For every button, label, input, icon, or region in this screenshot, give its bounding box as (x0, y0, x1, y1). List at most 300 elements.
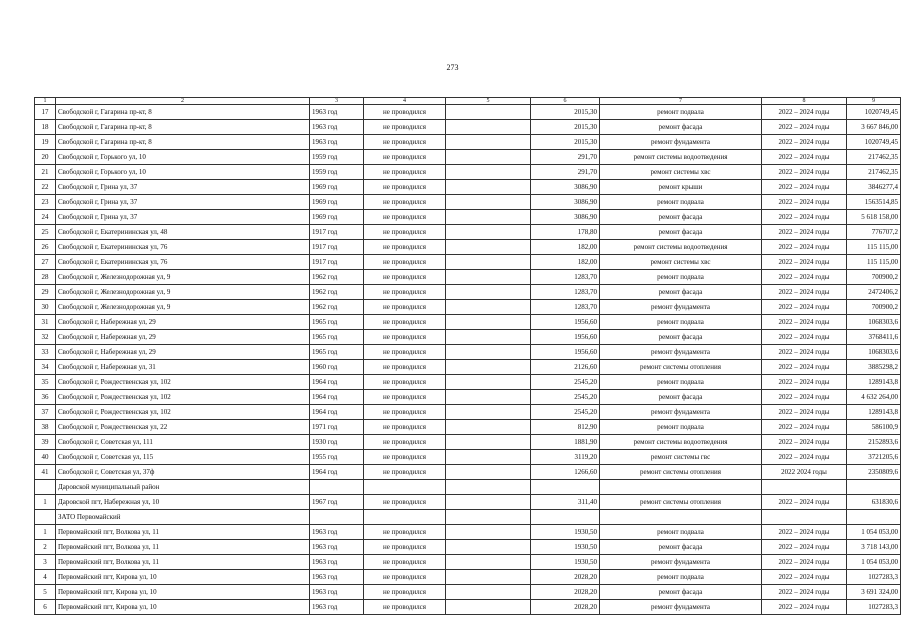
row-number: 3 (35, 555, 56, 570)
year-cell: 1964 год (310, 390, 364, 405)
col5-cell (446, 420, 531, 435)
section-empty-cell (600, 480, 762, 495)
last-repair-cell: не проводился (364, 270, 446, 285)
year-cell: 1965 год (310, 345, 364, 360)
last-repair-cell: не проводился (364, 165, 446, 180)
area-cell: 1930,50 (531, 525, 600, 540)
address-cell: Свободской г, Рождественская ул, 102 (56, 405, 310, 420)
period-cell: 2022 – 2024 годы (762, 270, 847, 285)
address-cell: Свободской г, Горького ул, 10 (56, 150, 310, 165)
address-cell: Первомайский пгт, Кирова ул, 10 (56, 570, 310, 585)
section-empty-cell (310, 480, 364, 495)
section-empty-cell (446, 480, 531, 495)
area-cell: 1956,60 (531, 345, 600, 360)
address-cell: Свободской г, Гагарина пр-кт, 8 (56, 120, 310, 135)
area-cell: 812,90 (531, 420, 600, 435)
table-row (35, 525, 901, 540)
col-header: 3 (310, 98, 364, 105)
address-cell: Свободской г, Гагарина пр-кт, 8 (56, 105, 310, 120)
section-empty-cell (364, 480, 446, 495)
row-number: 36 (35, 390, 56, 405)
col5-cell (446, 135, 531, 150)
table-row (35, 555, 901, 570)
row-number: 38 (35, 420, 56, 435)
last-repair-cell: не проводился (364, 210, 446, 225)
table-row (35, 345, 901, 360)
last-repair-cell: не проводился (364, 195, 446, 210)
section-empty-cell (310, 510, 364, 525)
year-cell: 1964 год (310, 465, 364, 480)
section-empty-cell (600, 510, 762, 525)
area-cell: 2028,20 (531, 570, 600, 585)
area-cell: 1956,60 (531, 315, 600, 330)
col5-cell (446, 210, 531, 225)
col-header: 9 (847, 98, 901, 105)
period-cell: 2022 – 2024 годы (762, 555, 847, 570)
year-cell: 1917 год (310, 240, 364, 255)
period-cell: 2022 – 2024 годы (762, 240, 847, 255)
table-row (35, 315, 901, 330)
last-repair-cell: не проводился (364, 240, 446, 255)
cost-cell: 3846277,4 (847, 180, 901, 195)
area-cell: 2028,20 (531, 585, 600, 600)
work-type-cell: ремонт фундамента (600, 345, 762, 360)
table-row (35, 180, 901, 195)
year-cell: 1965 год (310, 330, 364, 345)
period-cell: 2022 – 2024 годы (762, 525, 847, 540)
address-cell: Первомайский пгт, Волкова ул, 11 (56, 540, 310, 555)
work-type-cell: ремонт системы водоотведения (600, 240, 762, 255)
cost-cell: 1068303,6 (847, 315, 901, 330)
table-row (35, 495, 901, 510)
section-number-cell (35, 510, 56, 525)
last-repair-cell: не проводился (364, 600, 446, 615)
row-number: 27 (35, 255, 56, 270)
last-repair-cell: не проводился (364, 315, 446, 330)
work-type-cell: ремонт фундамента (600, 555, 762, 570)
period-cell: 2022 – 2024 годы (762, 450, 847, 465)
last-repair-cell: не проводился (364, 465, 446, 480)
work-type-cell: ремонт системы хвс (600, 165, 762, 180)
col5-cell (446, 165, 531, 180)
cost-cell: 3 667 846,00 (847, 120, 901, 135)
row-number: 35 (35, 375, 56, 390)
row-number: 18 (35, 120, 56, 135)
period-cell: 2022 – 2024 годы (762, 135, 847, 150)
col-header: 2 (56, 98, 310, 105)
col5-cell (446, 240, 531, 255)
row-number: 37 (35, 405, 56, 420)
work-type-cell: ремонт фасада (600, 390, 762, 405)
period-cell: 2022 – 2024 годы (762, 600, 847, 615)
col-header: 7 (600, 98, 762, 105)
address-cell: Свободской г, Набережная ул, 29 (56, 345, 310, 360)
cost-cell: 217462,35 (847, 150, 901, 165)
col5-cell (446, 180, 531, 195)
area-cell: 3086,90 (531, 180, 600, 195)
year-cell: 1962 год (310, 285, 364, 300)
last-repair-cell: не проводился (364, 540, 446, 555)
row-number: 22 (35, 180, 56, 195)
work-type-cell: ремонт подвала (600, 315, 762, 330)
col5-cell (446, 360, 531, 375)
work-type-cell: ремонт подвала (600, 270, 762, 285)
row-number: 1 (35, 525, 56, 540)
work-type-cell: ремонт системы водоотведения (600, 150, 762, 165)
cost-cell: 3768411,6 (847, 330, 901, 345)
area-cell: 1956,60 (531, 330, 600, 345)
address-cell: Свободской г, Советская ул, 115 (56, 450, 310, 465)
col5-cell (446, 525, 531, 540)
area-cell: 182,00 (531, 240, 600, 255)
year-cell: 1967 год (310, 495, 364, 510)
period-cell: 2022 – 2024 годы (762, 330, 847, 345)
col5-cell (446, 375, 531, 390)
cost-cell: 776707,2 (847, 225, 901, 240)
period-cell: 2022 – 2024 годы (762, 180, 847, 195)
row-number: 19 (35, 135, 56, 150)
cost-cell: 1289143,8 (847, 405, 901, 420)
row-number: 41 (35, 465, 56, 480)
table-row (35, 240, 901, 255)
table-row (35, 270, 901, 285)
area-cell: 2545,20 (531, 390, 600, 405)
work-type-cell: ремонт фасада (600, 225, 762, 240)
cost-cell: 5 618 158,00 (847, 210, 901, 225)
address-cell: Свободской г, Екатерининская ул, 48 (56, 225, 310, 240)
area-cell: 3119,20 (531, 450, 600, 465)
address-cell: Свободской г, Набережная ул, 31 (56, 360, 310, 375)
cost-cell: 2350809,6 (847, 465, 901, 480)
row-number: 28 (35, 270, 56, 285)
last-repair-cell: не проводился (364, 375, 446, 390)
work-type-cell: ремонт системы отопления (600, 360, 762, 375)
col5-cell (446, 255, 531, 270)
col-header: 1 (35, 98, 56, 105)
area-cell: 1283,70 (531, 285, 600, 300)
period-cell: 2022 2024 годы (762, 465, 847, 480)
cost-cell: 1027283,3 (847, 570, 901, 585)
row-number: 1 (35, 495, 56, 510)
col-header: 5 (446, 98, 531, 105)
work-type-cell: ремонт фасада (600, 285, 762, 300)
address-cell: Свободской г, Советская ул, 37ф (56, 465, 310, 480)
year-cell: 1969 год (310, 195, 364, 210)
year-cell: 1964 год (310, 405, 364, 420)
area-cell: 2545,20 (531, 405, 600, 420)
cost-cell: 1020749,45 (847, 105, 901, 120)
last-repair-cell: не проводился (364, 105, 446, 120)
area-cell: 291,70 (531, 165, 600, 180)
table-row (35, 450, 901, 465)
period-cell: 2022 – 2024 годы (762, 150, 847, 165)
col5-cell (446, 195, 531, 210)
work-type-cell: ремонт крыши (600, 180, 762, 195)
cost-cell: 115 115,00 (847, 255, 901, 270)
address-cell: Свободской г, Гагарина пр-кт, 8 (56, 135, 310, 150)
year-cell: 1959 год (310, 165, 364, 180)
col5-cell (446, 600, 531, 615)
area-cell: 1283,70 (531, 270, 600, 285)
last-repair-cell: не проводился (364, 585, 446, 600)
year-cell: 1955 год (310, 450, 364, 465)
col5-cell (446, 225, 531, 240)
row-number: 30 (35, 300, 56, 315)
cost-cell: 3721205,6 (847, 450, 901, 465)
address-cell: Свободской г, Грина ул, 37 (56, 195, 310, 210)
last-repair-cell: не проводился (364, 525, 446, 540)
table-row (35, 150, 901, 165)
year-cell: 1963 год (310, 135, 364, 150)
section-row (35, 510, 901, 525)
col5-cell (446, 450, 531, 465)
cost-cell: 3 691 324,00 (847, 585, 901, 600)
year-cell: 1963 год (310, 585, 364, 600)
year-cell: 1959 год (310, 150, 364, 165)
col5-cell (446, 285, 531, 300)
address-cell: Свободской г, Набережная ул, 29 (56, 315, 310, 330)
cost-cell: 700900,2 (847, 270, 901, 285)
area-cell: 2015,30 (531, 135, 600, 150)
last-repair-cell: не проводился (364, 300, 446, 315)
year-cell: 1963 год (310, 105, 364, 120)
area-cell: 311,40 (531, 495, 600, 510)
area-cell: 2028,20 (531, 600, 600, 615)
last-repair-cell: не проводился (364, 555, 446, 570)
year-cell: 1962 год (310, 300, 364, 315)
table-row (35, 165, 901, 180)
section-number-cell (35, 480, 56, 495)
table-row (35, 390, 901, 405)
period-cell: 2022 – 2024 годы (762, 165, 847, 180)
address-cell: Свободской г, Рождественская ул, 102 (56, 375, 310, 390)
cost-cell: 1 054 053,00 (847, 555, 901, 570)
address-cell: Свободской г, Железнодорожная ул, 9 (56, 300, 310, 315)
period-cell: 2022 – 2024 годы (762, 360, 847, 375)
col5-cell (446, 465, 531, 480)
period-cell: 2022 – 2024 годы (762, 315, 847, 330)
row-number: 2 (35, 540, 56, 555)
col5-cell (446, 435, 531, 450)
area-cell: 3086,90 (531, 195, 600, 210)
col5-cell (446, 540, 531, 555)
area-cell: 2015,30 (531, 120, 600, 135)
period-cell: 2022 – 2024 годы (762, 570, 847, 585)
row-number: 29 (35, 285, 56, 300)
row-number: 6 (35, 600, 56, 615)
year-cell: 1917 год (310, 225, 364, 240)
work-type-cell: ремонт подвала (600, 375, 762, 390)
table-row (35, 405, 901, 420)
table-row (35, 435, 901, 450)
last-repair-cell: не проводился (364, 225, 446, 240)
col5-cell (446, 105, 531, 120)
area-cell: 2545,20 (531, 375, 600, 390)
row-number: 21 (35, 165, 56, 180)
last-repair-cell: не проводился (364, 255, 446, 270)
last-repair-cell: не проводился (364, 120, 446, 135)
work-type-cell: ремонт фасада (600, 585, 762, 600)
col5-cell (446, 300, 531, 315)
row-number: 23 (35, 195, 56, 210)
work-type-cell: ремонт системы отопления (600, 465, 762, 480)
last-repair-cell: не проводился (364, 150, 446, 165)
last-repair-cell: не проводился (364, 360, 446, 375)
table-row (35, 210, 901, 225)
last-repair-cell: не проводился (364, 285, 446, 300)
cost-cell: 1068303,6 (847, 345, 901, 360)
last-repair-cell: не проводился (364, 330, 446, 345)
row-number: 20 (35, 150, 56, 165)
cost-cell: 3885298,2 (847, 360, 901, 375)
year-cell: 1969 год (310, 210, 364, 225)
work-type-cell: ремонт фасада (600, 210, 762, 225)
year-cell: 1930 год (310, 435, 364, 450)
row-number: 4 (35, 570, 56, 585)
year-cell: 1963 год (310, 525, 364, 540)
year-cell: 1963 год (310, 540, 364, 555)
work-type-cell: ремонт системы гвс (600, 450, 762, 465)
work-type-cell: ремонт фасада (600, 120, 762, 135)
table-row (35, 300, 901, 315)
year-cell: 1965 год (310, 315, 364, 330)
work-type-cell: ремонт подвала (600, 570, 762, 585)
period-cell: 2022 – 2024 годы (762, 285, 847, 300)
area-cell: 1283,70 (531, 300, 600, 315)
table-row (35, 540, 901, 555)
cost-cell: 700900,2 (847, 300, 901, 315)
section-row (35, 480, 901, 495)
last-repair-cell: не проводился (364, 570, 446, 585)
area-cell: 2126,60 (531, 360, 600, 375)
last-repair-cell: не проводился (364, 435, 446, 450)
row-number: 32 (35, 330, 56, 345)
col5-cell (446, 570, 531, 585)
row-number: 31 (35, 315, 56, 330)
section-empty-cell (762, 510, 847, 525)
row-number: 26 (35, 240, 56, 255)
last-repair-cell: не проводился (364, 390, 446, 405)
table-row (35, 135, 901, 150)
last-repair-cell: не проводился (364, 495, 446, 510)
work-type-cell: ремонт подвала (600, 420, 762, 435)
address-cell: Свободской г, Советская ул, 111 (56, 435, 310, 450)
period-cell: 2022 – 2024 годы (762, 495, 847, 510)
period-cell: 2022 – 2024 годы (762, 435, 847, 450)
table-row (35, 225, 901, 240)
period-cell: 2022 – 2024 годы (762, 345, 847, 360)
year-cell: 1963 год (310, 555, 364, 570)
col5-cell (446, 495, 531, 510)
address-cell: Свободской г, Железнодорожная ул, 9 (56, 270, 310, 285)
period-cell: 2022 – 2024 годы (762, 540, 847, 555)
cost-cell: 631830,6 (847, 495, 901, 510)
work-type-cell: ремонт подвала (600, 195, 762, 210)
col5-cell (446, 330, 531, 345)
year-cell: 1960 год (310, 360, 364, 375)
period-cell: 2022 – 2024 годы (762, 420, 847, 435)
row-number: 34 (35, 360, 56, 375)
year-cell: 1963 год (310, 600, 364, 615)
table-row (35, 585, 901, 600)
address-cell: Свободской г, Горького ул, 10 (56, 165, 310, 180)
col5-cell (446, 585, 531, 600)
table-row (35, 105, 901, 120)
table-row (35, 330, 901, 345)
section-label: ЗАТО Первомайский (56, 510, 310, 525)
cost-cell: 1020749,45 (847, 135, 901, 150)
area-cell: 3086,90 (531, 210, 600, 225)
cost-cell: 1 054 053,00 (847, 525, 901, 540)
row-number: 17 (35, 105, 56, 120)
period-cell: 2022 – 2024 годы (762, 405, 847, 420)
work-type-cell: ремонт фасада (600, 540, 762, 555)
row-number: 24 (35, 210, 56, 225)
col5-cell (446, 120, 531, 135)
area-cell: 2015,30 (531, 105, 600, 120)
section-empty-cell (446, 510, 531, 525)
table-row (35, 360, 901, 375)
row-number: 5 (35, 585, 56, 600)
period-cell: 2022 – 2024 годы (762, 120, 847, 135)
address-cell: Свободской г, Рождественская ул, 102 (56, 390, 310, 405)
year-cell: 1964 год (310, 375, 364, 390)
last-repair-cell: не проводился (364, 180, 446, 195)
cost-cell: 2472406,2 (847, 285, 901, 300)
table-body (35, 105, 901, 615)
work-type-cell: ремонт фундамента (600, 600, 762, 615)
table-row (35, 570, 901, 585)
row-number: 25 (35, 225, 56, 240)
col5-cell (446, 150, 531, 165)
address-cell: Свободской г, Грина ул, 37 (56, 210, 310, 225)
period-cell: 2022 – 2024 годы (762, 585, 847, 600)
section-empty-cell (364, 510, 446, 525)
col-header: 6 (531, 98, 600, 105)
section-empty-cell (762, 480, 847, 495)
last-repair-cell: не проводился (364, 345, 446, 360)
section-empty-cell (531, 480, 600, 495)
work-type-cell: ремонт фундамента (600, 405, 762, 420)
col5-cell (446, 315, 531, 330)
cost-cell: 1027283,3 (847, 600, 901, 615)
year-cell: 1963 год (310, 120, 364, 135)
address-cell: Свободской г, Рождественская ул, 22 (56, 420, 310, 435)
address-cell: Свободской г, Железнодорожная ул, 9 (56, 285, 310, 300)
year-cell: 1963 год (310, 570, 364, 585)
year-cell: 1917 год (310, 255, 364, 270)
cost-cell: 1289143,8 (847, 375, 901, 390)
year-cell: 1969 год (310, 180, 364, 195)
section-label: Даровской муниципальный район (56, 480, 310, 495)
col5-cell (446, 270, 531, 285)
last-repair-cell: не проводился (364, 135, 446, 150)
section-empty-cell (847, 480, 901, 495)
work-type-cell: ремонт системы хвс (600, 255, 762, 270)
work-type-cell: ремонт подвала (600, 525, 762, 540)
col-header: 8 (762, 98, 847, 105)
period-cell: 2022 – 2024 годы (762, 300, 847, 315)
work-type-cell: ремонт системы водоотведения (600, 435, 762, 450)
col5-cell (446, 555, 531, 570)
cost-cell: 217462,35 (847, 165, 901, 180)
table-row (35, 120, 901, 135)
row-number: 40 (35, 450, 56, 465)
cost-cell: 4 632 264,00 (847, 390, 901, 405)
section-empty-cell (531, 510, 600, 525)
year-cell: 1962 год (310, 270, 364, 285)
area-cell: 1881,90 (531, 435, 600, 450)
